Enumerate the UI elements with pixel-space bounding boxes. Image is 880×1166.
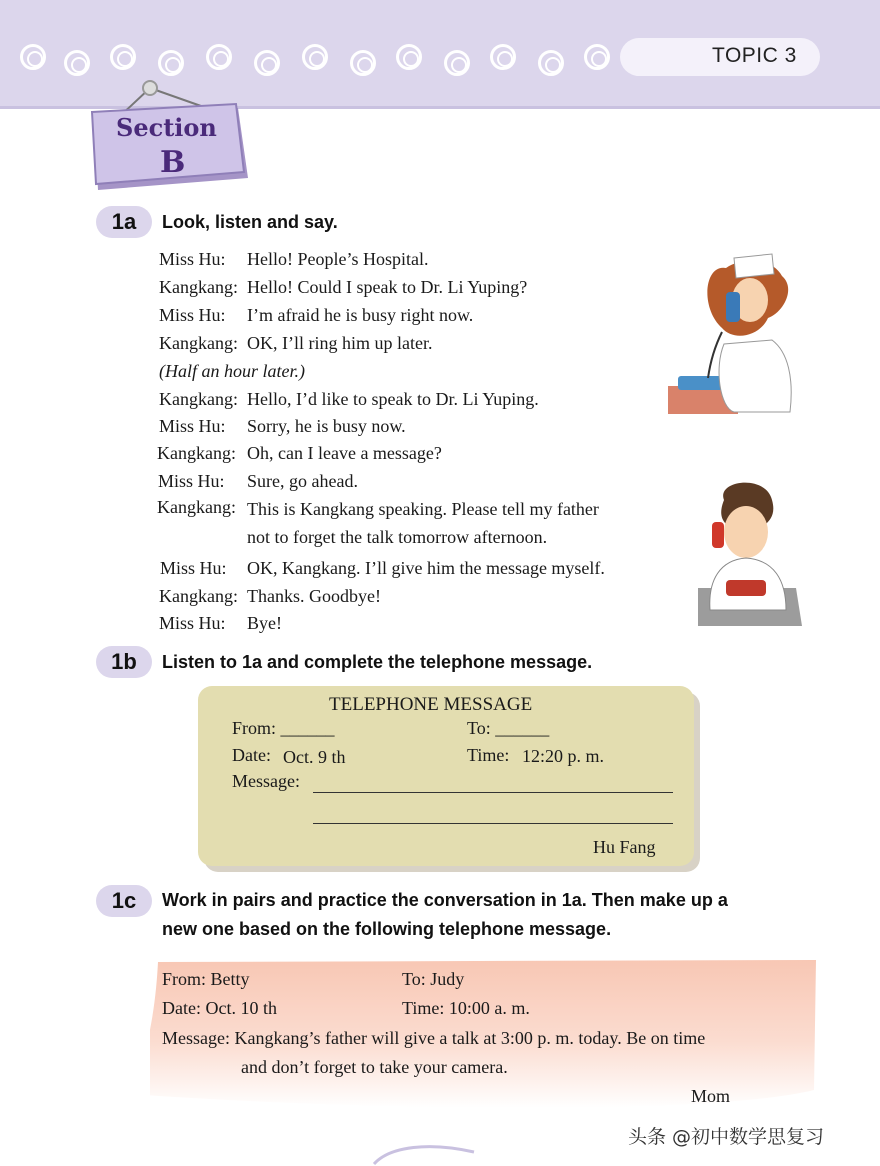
- utterance: OK, Kangkang. I’ll give him the message myself.: [247, 558, 605, 578]
- speaker: Kangkang:: [159, 333, 238, 353]
- exercise-1a-number: 1a: [96, 206, 152, 238]
- circle-icon: [20, 44, 46, 70]
- utterance: Hello! People’s Hospital.: [247, 249, 429, 269]
- speaker: Kangkang:: [159, 389, 238, 409]
- speaker: Kangkang:: [159, 586, 238, 606]
- circle-icon: [444, 50, 470, 76]
- watermark-text: 头条 @初中数学思复习: [628, 1126, 825, 1148]
- utterance: Hello, I’d like to speak to Dr. Li Yuping.: [247, 389, 539, 409]
- circle-icon: [158, 50, 184, 76]
- message-signature: Hu Fang: [593, 837, 656, 857]
- message-title: TELEPHONE MESSAGE: [329, 694, 533, 715]
- card-date: Date: Oct. 10 th: [162, 998, 277, 1018]
- message-blank-line: [313, 823, 673, 824]
- utterance: Sure, go ahead.: [247, 471, 358, 491]
- card-to: To: Judy: [402, 969, 465, 989]
- topic-label: TOPIC 3: [712, 44, 797, 67]
- message-from: From: ______: [232, 718, 335, 738]
- speaker: Kangkang:: [159, 277, 238, 297]
- circle-icon: [396, 44, 422, 70]
- stage-direction: (Half an hour later.): [159, 361, 305, 381]
- card-from: From: Betty: [162, 969, 250, 989]
- circle-icon: [302, 44, 328, 70]
- nurse-on-phone-illustration: [664, 248, 804, 418]
- speaker: Miss Hu:: [158, 471, 225, 491]
- circle-icon: [206, 44, 232, 70]
- circle-icon: [64, 50, 90, 76]
- circle-icon: [350, 50, 376, 76]
- speaker: Miss Hu:: [159, 613, 226, 633]
- utterance: not to forget the talk tomorrow afternoon.: [247, 527, 548, 547]
- speaker: Miss Hu:: [160, 558, 227, 578]
- circle-icon: [110, 44, 136, 70]
- circle-icon: [584, 44, 610, 70]
- speaker: Kangkang:: [157, 443, 236, 463]
- exercise-1a-instruction: Look, listen and say.: [162, 212, 338, 232]
- card-message-line1: Message: Kangkang’s father will give a talk at 3:00 p. m. today. Be on time: [162, 1028, 706, 1048]
- message-to: To: ______: [467, 718, 550, 738]
- utterance: I’m afraid he is busy right now.: [247, 305, 474, 325]
- section-word: Section: [116, 113, 217, 142]
- circle-icon: [538, 50, 564, 76]
- exercise-1c-instruction-line2: new one based on the following telephone message.: [162, 919, 612, 939]
- utterance: Bye!: [247, 613, 282, 633]
- utterance: This is Kangkang speaking. Please tell my father: [247, 499, 599, 519]
- exercise-1b-instruction: Listen to 1a and complete the telephone message.: [162, 652, 593, 672]
- speaker: Miss Hu:: [159, 305, 226, 325]
- speaker: Kangkang:: [157, 497, 236, 517]
- exercise-1c-instruction-line1: Work in pairs and practice the conversation in 1a. Then make up a: [162, 890, 728, 910]
- boy-on-phone-illustration: [696, 480, 804, 630]
- message-label: Message:: [232, 771, 300, 791]
- message-time-value: 12:20 p. m.: [522, 746, 605, 766]
- utterance: OK, I’ll ring him up later.: [247, 333, 433, 353]
- exercise-1b-number: 1b: [96, 646, 152, 678]
- utterance: Oh, can I leave a message?: [247, 443, 442, 463]
- exercise-1c-number: 1c: [96, 885, 152, 917]
- utterance: Thanks. Goodbye!: [247, 586, 381, 606]
- speaker: Miss Hu:: [159, 249, 226, 269]
- circle-icon: [254, 50, 280, 76]
- section-letter: B: [160, 145, 186, 180]
- utterance: Hello! Could I speak to Dr. Li Yuping?: [247, 277, 528, 297]
- message-date-label: Date:: [232, 745, 271, 765]
- card-time: Time: 10:00 a. m.: [402, 998, 530, 1018]
- message-blank-line: [313, 792, 673, 793]
- message-time-label: Time:: [467, 745, 510, 765]
- page-number-ornament: [370, 1140, 480, 1166]
- card-message-line2: and don’t forget to take your camera.: [241, 1057, 508, 1077]
- card-signature: Mom: [691, 1086, 731, 1106]
- message-date-value: Oct. 9 th: [283, 747, 346, 767]
- speaker: Miss Hu:: [159, 416, 226, 436]
- section-sign: [88, 78, 258, 198]
- utterance: Sorry, he is busy now.: [247, 416, 406, 436]
- circle-icon: [490, 44, 516, 70]
